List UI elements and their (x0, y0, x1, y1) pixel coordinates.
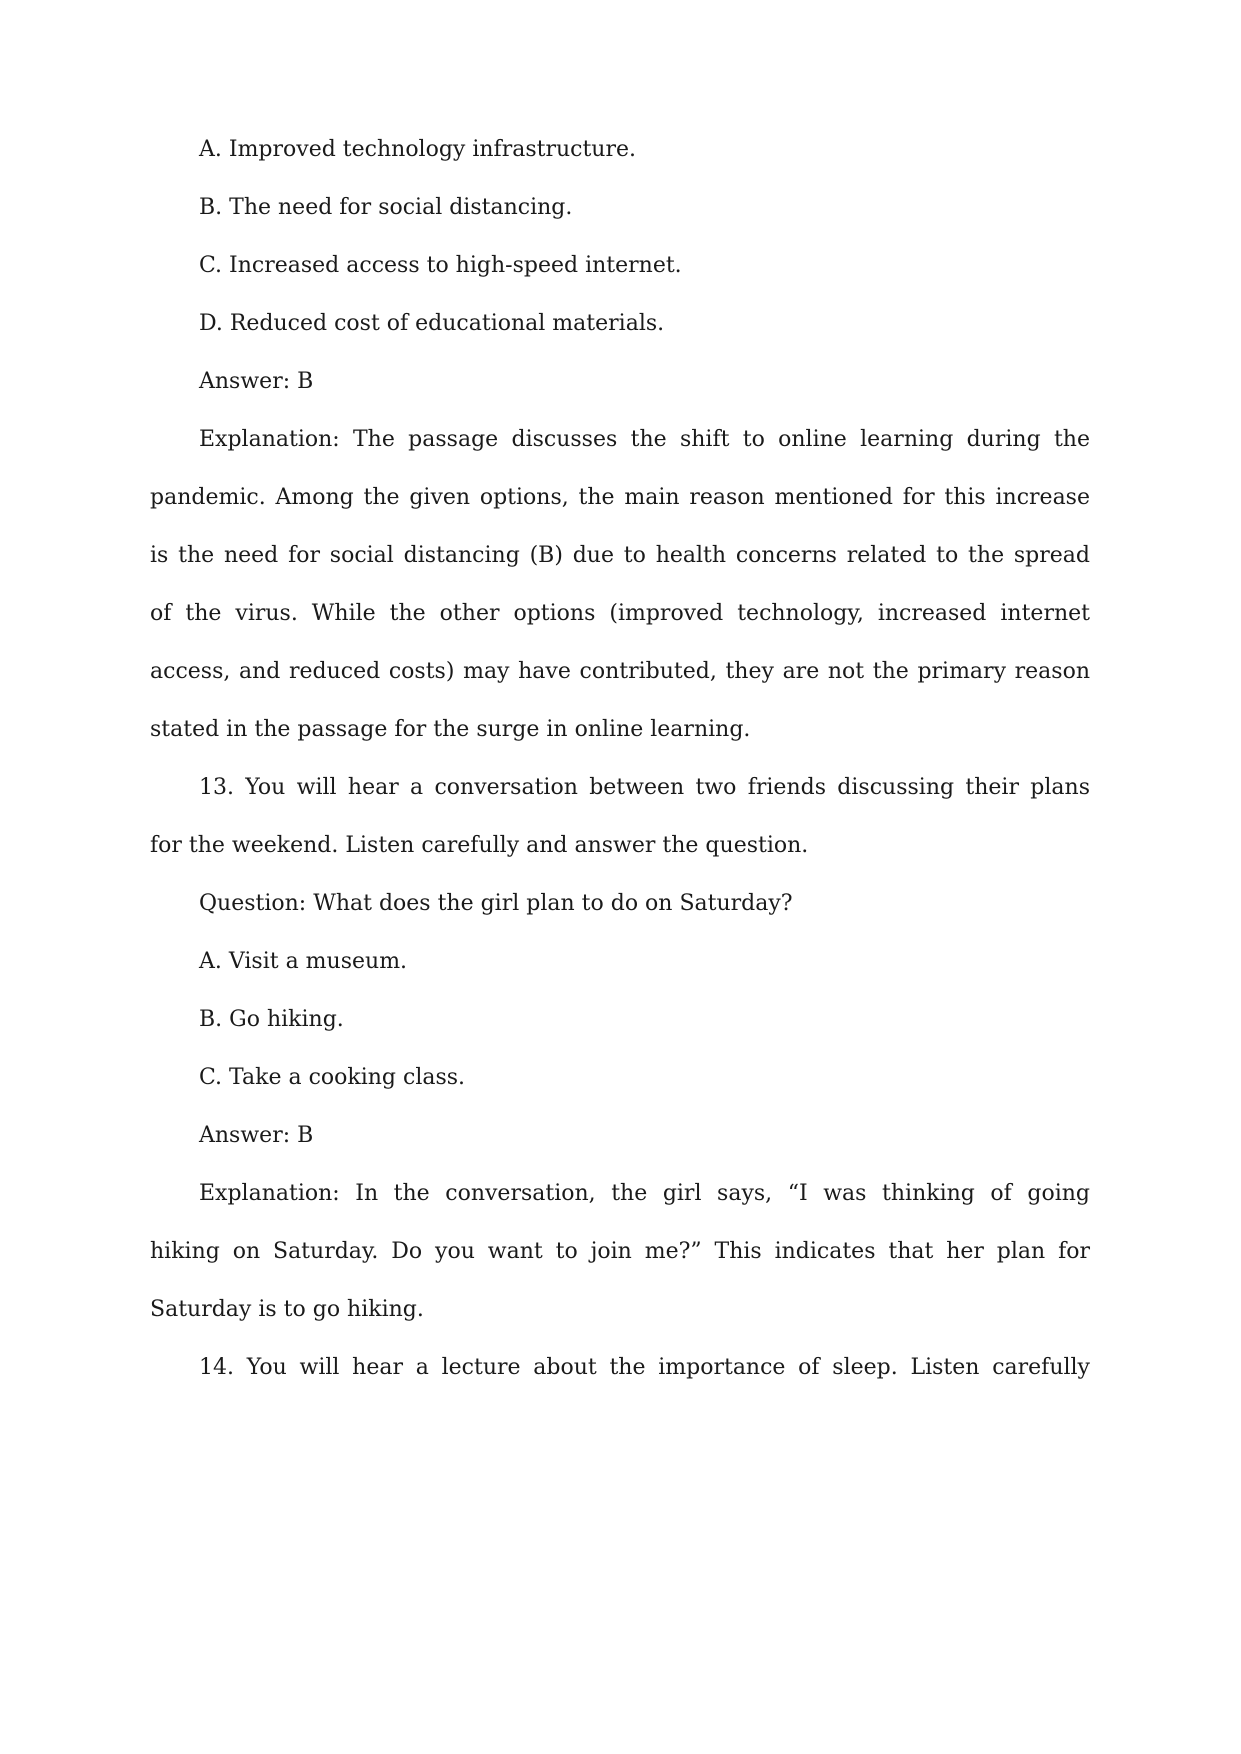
q13-prompt-line: for the weekend. Listen carefully and answer the question. (150, 833, 809, 858)
q13-question: Question: What does the girl plan to do on Saturday? (199, 891, 793, 916)
q12-option-d: D. Reduced cost of educational materials. (199, 311, 665, 336)
q12-explanation-line: pandemic. Among the given options, the main reason mentioned for this increase (150, 485, 1090, 510)
q13-option-b: B. Go hiking. (199, 1007, 344, 1032)
q12-option-a: A. Improved technology infrastructure. (199, 137, 637, 162)
q13-explanation-line: Saturday is to go hiking. (150, 1297, 424, 1322)
q14-prompt-line: 14. You will hear a lecture about the importance of sleep. Listen carefully (199, 1355, 1090, 1380)
q12-answer: Answer: B (199, 369, 314, 394)
q12-explanation-line: access, and reduced costs) may have contributed, they are not the primary reason (150, 659, 1090, 684)
q12-option-c: C. Increased access to high-speed internet. (199, 253, 682, 278)
q13-answer: Answer: B (199, 1123, 314, 1148)
q13-explanation-line: Explanation: In the conversation, the girl says, “I was thinking of going (199, 1181, 1090, 1206)
q12-explanation-line: of the virus. While the other options (improved technology, increased internet (150, 601, 1090, 626)
q12-explanation-line: stated in the passage for the surge in online learning. (150, 717, 751, 742)
q13-prompt-line: 13. You will hear a conversation between two friends discussing their plans (199, 775, 1090, 800)
q13-explanation-line: hiking on Saturday. Do you want to join me?” This indicates that her plan for (150, 1239, 1090, 1264)
q12-option-b: B. The need for social distancing. (199, 195, 573, 220)
q12-explanation-line: is the need for social distancing (B) due to health concerns related to the spread (150, 543, 1090, 568)
q13-option-c: C. Take a cooking class. (199, 1065, 466, 1090)
q12-explanation-line: Explanation: The passage discusses the shift to online learning during the (199, 427, 1090, 452)
q13-option-a: A. Visit a museum. (199, 949, 408, 974)
